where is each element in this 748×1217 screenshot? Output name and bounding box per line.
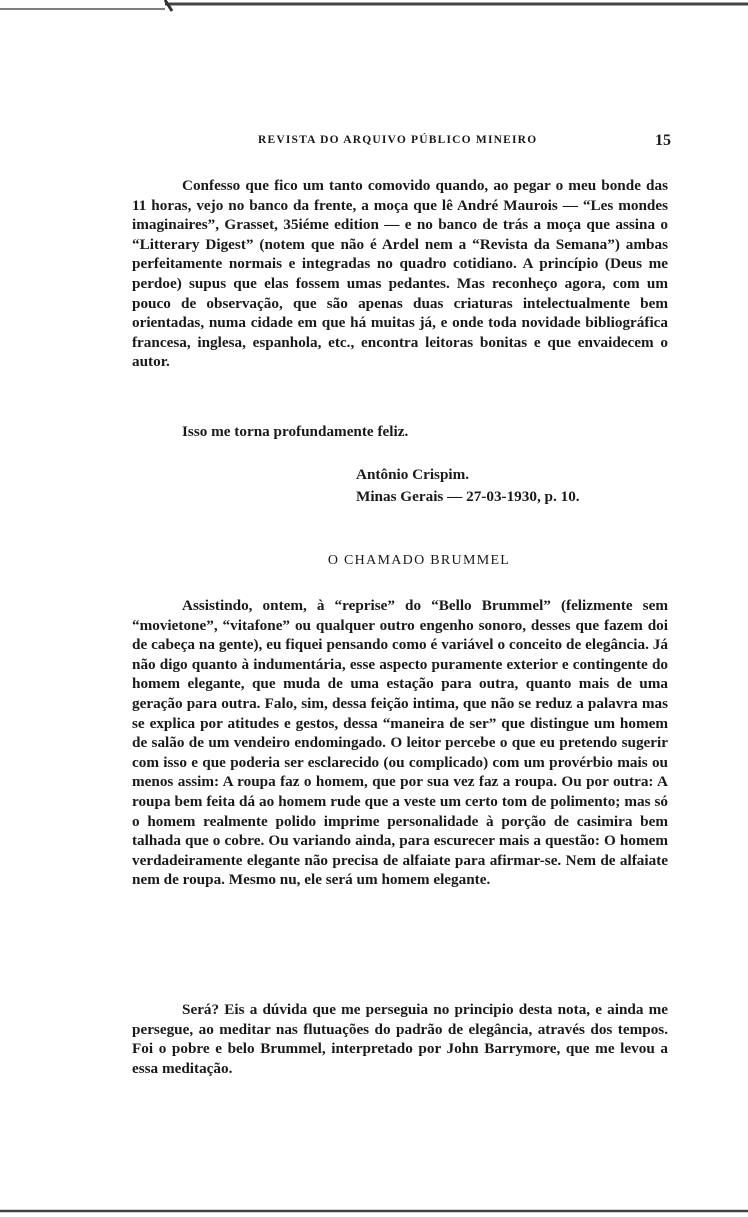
article1-paragraph-2: Isso me torna profundamente feliz. [182, 423, 409, 440]
page-number: 15 [655, 132, 671, 149]
article1-paragraph-1: Confesso que fico um tanto comovido quando, ao pegar o meu bonde das 11 horas, vejo no banco da frente, a moça que lê André Maurois — “Les mondes imaginaires”, Grasset, 35iéme edition — e no banco de trás a moça que assina o “Litterary Digest” (notem que não é Ardel nem a “Revista da Semana”) ambas perfeitamente normais e integradas no quadro cotidiano. A princípio (Deus me perdoe) supus que elas fossem umas pedantes. Mas reconheço agora, com um pouco de observação, que são apenas duas criaturas intelectualmente bem orientadas, numa cidade em que há muitas já, e onde toda novidade bibliográfica francesa, inglesa, espanhola, etc., encontra leitoras bonitas e que envaidecem o autor. [132, 177, 668, 371]
article1-signature [356, 464, 580, 508]
scan-top-edge [0, 0, 748, 14]
signature-source: Minas Gerais — 27-03-1930, p. 10. [356, 488, 580, 505]
running-title: REVISTA DO ARQUIVO PÚBLICO MINEIRO [258, 134, 538, 146]
scan-bottom-edge [0, 1207, 748, 1217]
article2-paragraph-1: Assistindo, ontem, à “reprise” do “Bello Brummel” (felizmente sem “movietone”, “vitafone” ou qualquer outro engenho sonoro, desses que fazem doi de cabeça na gente), eu fiquei pensando como é variável o conceito de elegância. Já não digo quanto à indumentária, esse aspecto puramente exterior e contingente do homem elegante, que muda de uma estação para outra, quanto mais de uma geração para outra. Falo, sim, dessa feição intima, que não se reduz a palavra mas se explica por atitudes e gestos, dessa “maneira de ser” que distingue um homem de salão de um vendeiro endomingado. O leitor percebe o que eu pretendo sugerir com isso e que poderia ser esclarecido (ou complicado) com um provérbio mais ou menos assim: A roupa faz o homem, que por sua vez faz a roupa. Ou por outra: A roupa bem feita dá ao homem rude que a veste um certo tom de polimento; mas só o homem realmente polido imprime personalidade à porção de casimira bem talhada que o cobre. Ou variando ainda, para escurecer mais a questão: O homem verdadeiramente elegante não precisa de alfaiate para afirmar-se. Nem de alfaiate nem de roupa. Mesmo nu, ele será um homem elegante. [132, 597, 668, 889]
signature-name: Antônio Crispim. [356, 466, 470, 483]
running-header [0, 132, 748, 152]
article2-paragraph-2: Será? Eis a dúvida que me perseguia no principio desta nota, e ainda me persegue, ao meditar nas flutuações do padrão de elegância, através dos tempos. Foi o pobre e belo Brummel, interpretado por John Barrymore, que me levou a essa meditação. [132, 1001, 668, 1077]
article2-title: O CHAMADO BRUMMEL [327, 553, 511, 568]
